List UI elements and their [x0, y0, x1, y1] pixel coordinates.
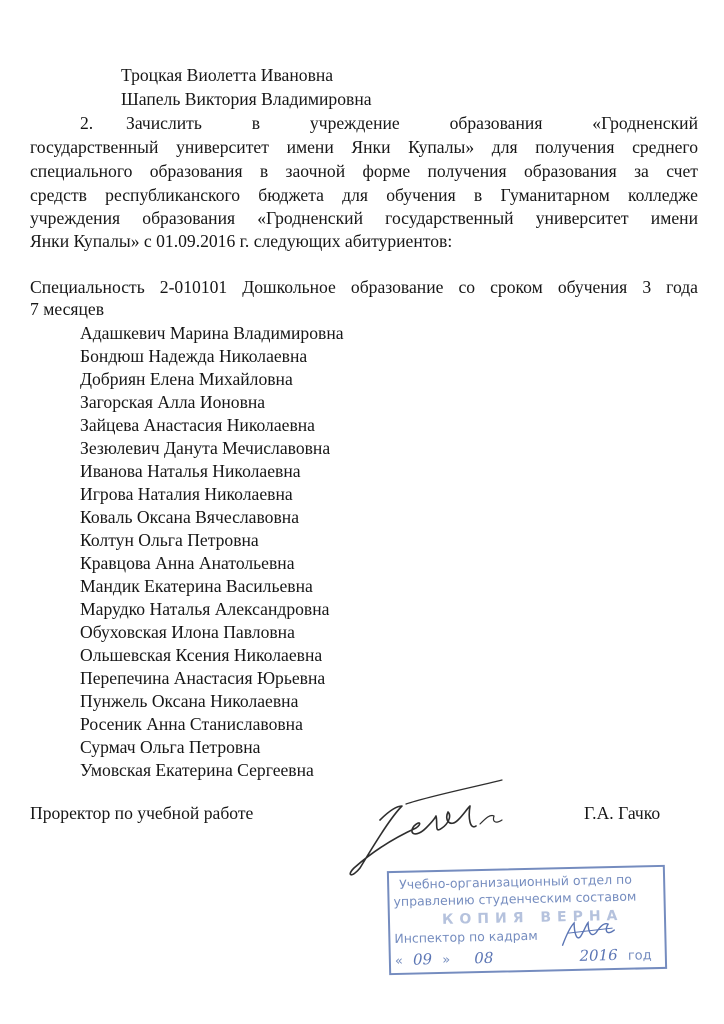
specialty-line-2: 7 месяцев — [30, 299, 105, 319]
list-item: Коваль Оксана Вячеславовна — [80, 507, 300, 527]
stamp-date-open-quote: « — [394, 953, 404, 970]
list-item: Сурмач Ольга Петровна — [80, 737, 261, 757]
signatory-name: Г.А. Гачко — [584, 803, 661, 823]
list-item: Бондюш Надежда Николаевна — [80, 346, 308, 366]
list-item: Зезюлевич Данута Мечиславовна — [80, 438, 331, 458]
list-item: Игрова Наталия Николаевна — [80, 484, 293, 504]
list-item: Загорская Алла Ионовна — [80, 392, 266, 412]
paragraph-line-5: учреждения образования «Гродненский государственный университет имени — [30, 208, 698, 228]
stamp-line-1: Учебно-организационный отдел по — [398, 871, 633, 892]
list-item: Мандик Екатерина Васильевна — [80, 576, 313, 596]
stamp-line-2: управлению студенческим составом — [393, 888, 637, 910]
stamp-date-close-quote: » — [442, 952, 451, 968]
specialty-line-1: Специальность 2-010101 Дошкольное образование со сроком обучения 3 года — [30, 277, 698, 297]
signatory-position: Проректор по учебной работе — [30, 803, 254, 823]
list-item: Иванова Наталья Николаевна — [80, 461, 301, 481]
paragraph-line-2: государственный университет имени Янки Купалы» для получения среднего — [30, 137, 698, 157]
stamp-date-row — [395, 945, 657, 969]
stamp-year-suffix: год — [627, 948, 652, 964]
stamp-copy-label: КОПИЯ ВЕРНА — [441, 907, 624, 928]
paragraph-line-4: средств республиканского бюджета для обучения в Гуманитарном колледже — [30, 185, 698, 205]
list-item: Кравцова Анна Анатольевна — [80, 553, 295, 573]
stamp-day: 09 — [412, 950, 433, 969]
list-item: Колтун Ольга Петровна — [80, 530, 259, 550]
stamp-month: 08 — [474, 948, 494, 968]
list-item: Умовская Екатерина Сергеевна — [80, 760, 314, 780]
list-item: Адашкевич Марина Владимировна — [80, 323, 344, 343]
paragraph-line-1: Зачислить в учреждение образования «Гродненский — [126, 113, 698, 133]
stamp-inspector: Инспектор по кадрам — [394, 927, 538, 947]
prior-name-2: Шапель Виктория Владимировна — [121, 89, 372, 109]
handwritten-signature — [330, 772, 520, 882]
list-item: Перепечина Анастасия Юрьевна — [80, 668, 326, 688]
paragraph-line-3: специального образования в заочной форме получения образования за счет — [30, 161, 698, 181]
list-item: Зайцева Анастасия Николаевна — [80, 415, 315, 435]
stamp-year: 2016 — [579, 945, 618, 965]
list-item: Добриян Елена Михайловна — [80, 369, 293, 389]
list-item: Росеник Анна Станиславовна — [80, 714, 303, 734]
list-item: Ольшевская Ксения Николаевна — [80, 645, 323, 665]
list-item: Марудко Наталья Александровна — [80, 599, 330, 619]
paragraph-number: 2. — [80, 113, 94, 133]
list-item: Пунжель Оксана Николаевна — [80, 691, 299, 711]
paragraph-line-6: Янки Купалы» с 01.09.2016 г. следующих абитуриентов: — [30, 231, 453, 251]
prior-name-1: Троцкая Виолетта Ивановна — [121, 65, 334, 85]
certification-stamp — [387, 865, 667, 975]
list-item: Обуховская Илона Павловна — [80, 622, 295, 642]
